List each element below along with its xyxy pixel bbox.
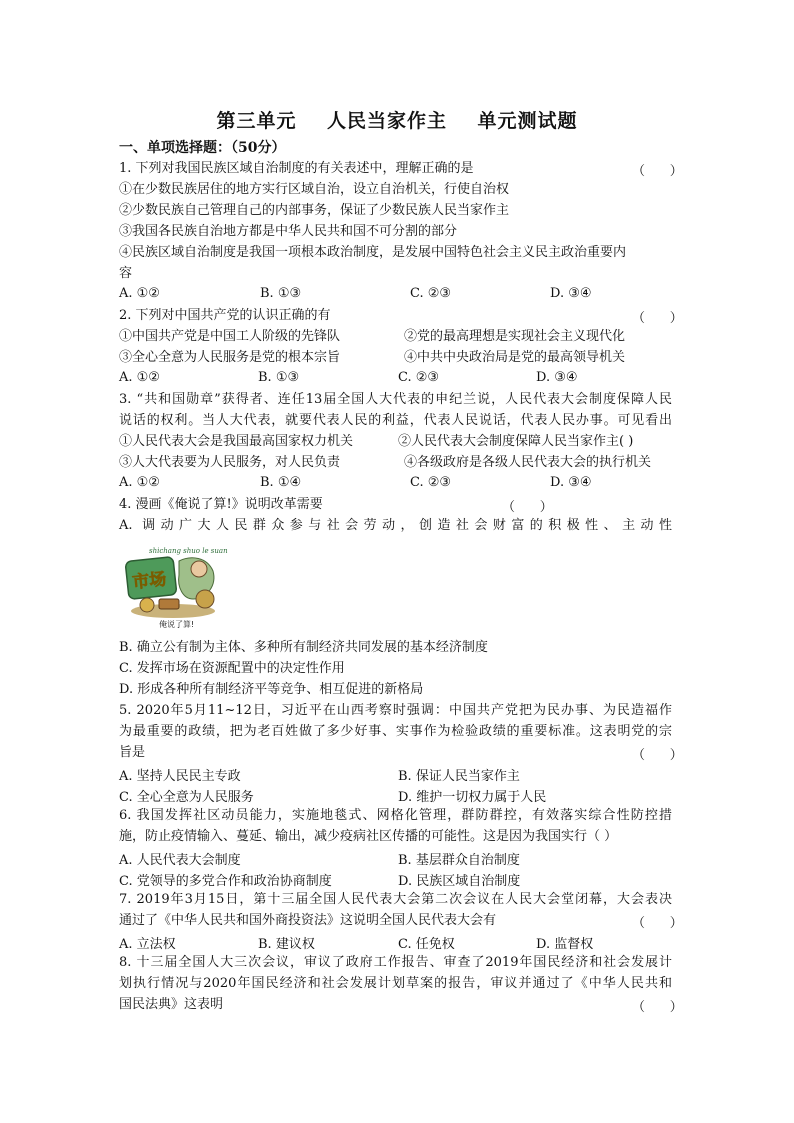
q5-option-b: B. 保证人民当家作主 [398, 769, 520, 784]
q2-option-d: D. ③④ [536, 370, 578, 385]
q2-option-b: B. ①③ [258, 370, 300, 385]
q7-option-d: D. 监督权 [536, 937, 594, 952]
q5-answer-paren: （ ） [632, 748, 683, 763]
q6-option-d: D. 民族区域自治制度 [398, 874, 521, 889]
q1-item-3: ③我国各民族自治地方都是中华人民共和国不可分割的部分 [119, 224, 458, 239]
q1-option-c: C. ②③ [410, 286, 452, 301]
q3-item-4: ④各级政府是各级人民代表大会的执行机关 [404, 455, 652, 470]
cartoon-box [159, 599, 179, 609]
q6-option-c: C. 党领导的多党合作和政治协商制度 [119, 874, 332, 889]
q7-option-b: B. 建议权 [258, 937, 315, 952]
q2-option-a: A. ①② [119, 370, 160, 385]
q4-option-a: A. 调动广大人民群众参与社会劳动，创造社会财富的积极性、主动性 [119, 518, 672, 533]
cartoon-coin [196, 590, 214, 608]
q1-item-2: ②少数民族自己管理自己的内部事务，保证了少数民族人民当家作主 [119, 203, 510, 218]
q3-option-d: D. ③④ [550, 475, 592, 490]
q3-option-a: A. ①② [119, 475, 160, 490]
q3-item-1: ①人民代表大会是我国最高国家权力机关 [119, 434, 354, 449]
q2-item-1: ①中国共产党是中国工人阶级的先锋队 [119, 329, 341, 344]
q8-stem-line-3: 国民法典》这表明 [119, 997, 224, 1012]
q4-option-b: B. 确立公有制为主体、多种所有制经济共同发展的基本经济制度 [119, 640, 488, 655]
q1-item-4-cont: 容 [119, 266, 133, 281]
q8-stem-line-1: 8. 十三届全国人大三次会议，审议了政府工作报告、审查了2019年国民经济和社会发展计 [119, 955, 672, 970]
q3-stem-line-2: 说话的权利。当人大代表，就要代表人民的利益，代表人民说话，代表人民办事。可见看出 [119, 413, 672, 428]
q5-option-a: A. 坚持人民民主专政 [119, 769, 241, 784]
q3-option-c: C. ②③ [410, 475, 452, 490]
q1-option-d: D. ③④ [550, 286, 592, 301]
q7-answer-paren: （ ） [632, 916, 683, 931]
q3-item-2: ②人民代表大会制度保障人民当家作主( ) [398, 434, 634, 449]
cartoon-caption: 俺说了算! [159, 620, 195, 629]
q1-item-4: ④民族区域自治制度是我国一项根本政治制度，是发展中国特色社会主义民主政治重要内 [119, 245, 627, 260]
cartoon-image [119, 541, 229, 631]
q8-answer-paren: （ ） [632, 1000, 683, 1015]
q5-stem-line-3: 旨是 [119, 745, 146, 760]
q1-option-a: A. ①② [119, 286, 160, 301]
q4-answer-paren: （ ） [502, 500, 553, 515]
q5-stem-line-2: 为最重要的政绩，把为老百姓做了多少好事、实事作为检验政绩的重要标准。这表明党的宗 [119, 724, 672, 739]
q5-option-c: C. 全心全意为人民服务 [119, 790, 254, 805]
q7-option-a: A. 立法权 [119, 937, 176, 952]
q1-option-b: B. ①③ [260, 286, 302, 301]
q4-stem: 4. 漫画《俺说了算!》说明改革需要 [119, 497, 323, 512]
page-title: 第三单元 人民当家作主 单元测试题 [216, 110, 578, 132]
q3-stem-line-1: 3. “共和国勋章”获得者、连任13届全国人大代表的申纪兰说，人民代表大会制度保障人民 [119, 392, 672, 407]
q5-option-d: D. 维护一切权力属于人民 [398, 790, 547, 805]
q2-item-4: ④中共中央政治局是党的最高领导机关 [404, 350, 626, 365]
cartoon-figure-head [191, 561, 207, 577]
q2-answer-paren: （ ） [632, 311, 683, 326]
q1-answer-paren: （ ） [632, 164, 683, 179]
cartoon-coin-left [140, 598, 154, 612]
q8-stem-line-2: 划执行情况与2020年国民经济和社会发展计划草案的报告，审议并通过了《中华人民共和 [119, 976, 672, 991]
q4-option-d: D. 形成各种所有制经济平等竞争、相互促进的新格局 [119, 682, 424, 697]
q1-stem: 1. 下列对我国民族区域自治制度的有关表述中，理解正确的是 [119, 161, 474, 176]
q2-item-2: ②党的最高理想是实现社会主义现代化 [404, 329, 626, 344]
q7-stem-line-2: 通过了《中华人民共和国外商投资法》这说明全国人民代表大会有 [119, 913, 497, 928]
q2-stem: 2. 下列对中国共产党的认识正确的有 [119, 308, 331, 323]
q2-item-3: ③全心全意为人民服务是党的根本宗旨 [119, 350, 341, 365]
cartoon-drawing [119, 541, 229, 631]
cartoon-top-text: shichang shuo le suan [149, 547, 228, 555]
q6-option-a: A. 人民代表大会制度 [119, 853, 241, 868]
q7-option-c: C. 任免权 [398, 937, 455, 952]
q2-option-c: C. ②③ [398, 370, 440, 385]
q5-stem-line-1: 5. 2020年5月11~12日，习近平在山西考察时强调：中国共产党把为民办事、为民造福作 [119, 703, 672, 718]
q6-option-b: B. 基层群众自治制度 [398, 853, 520, 868]
q3-item-3: ③人大代表要为人民服务，对人民负责 [119, 455, 341, 470]
q6-stem-line-1: 6. 我国发挥社区动员能力，实施地毯式、网格化管理，群防群控，有效落实综合性防控措 [119, 808, 672, 823]
q7-stem-line-1: 7. 2019年3月15日，第十三届全国人民代表大会第二次会议在人民大会堂闭幕，大会表决 [119, 892, 672, 907]
q1-item-1: ①在少数民族居住的地方实行区域自治，设立自治机关，行使自治权 [119, 182, 510, 197]
section-heading: 一、单项选择题：（50分） [119, 140, 286, 156]
q4-option-c: C. 发挥市场在资源配置中的决定性作用 [119, 661, 345, 676]
q6-stem-line-2: 施，防止疫情输入、蔓延、输出，减少疫病社区传播的可能性。这是因为我国实行（ ） [119, 829, 618, 844]
q3-option-b: B. ①④ [260, 475, 302, 490]
cartoon-sign-text: 市场 [131, 569, 168, 593]
